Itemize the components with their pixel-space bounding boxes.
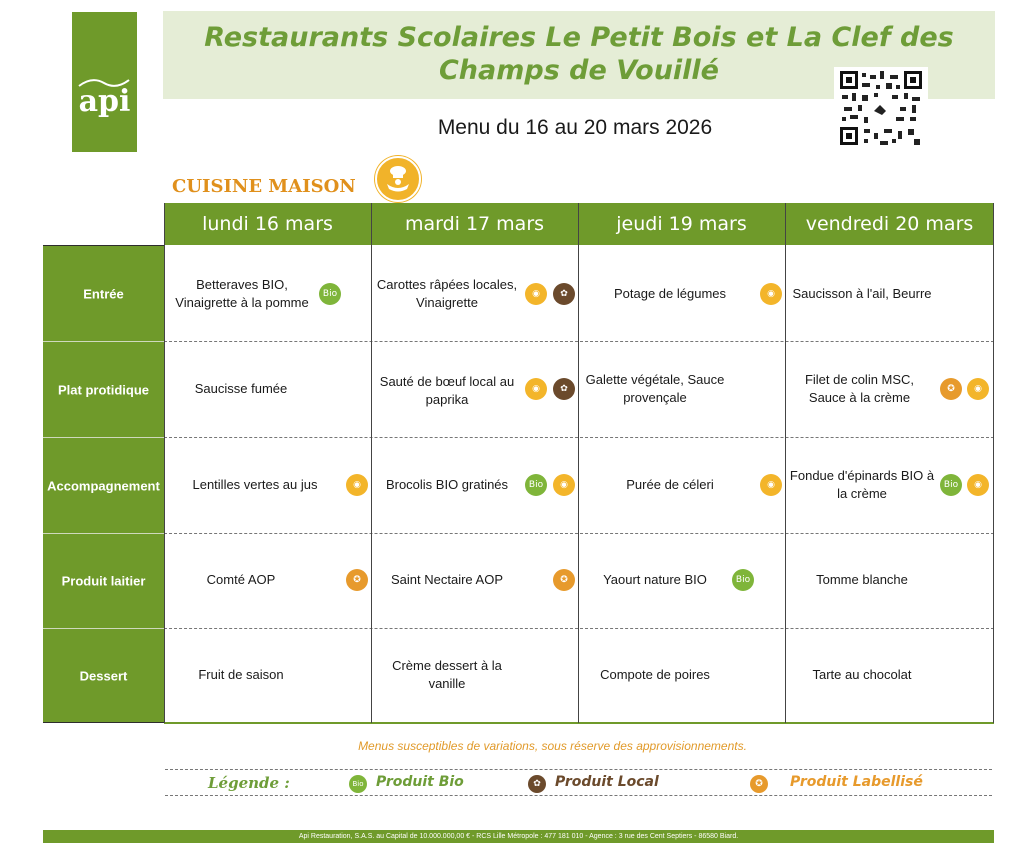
cuisine-maison-icon: ◉ [553,474,575,496]
menu-cell-lundi-laitier: Comté AOP [206,572,276,587]
local-product-icon: ✿ [553,283,575,305]
column-divider [993,203,994,723]
bio-badge-icon: Bio [319,283,341,305]
day-header-mardi: mardi 17 mars [371,203,578,245]
chef-hat-icon [375,156,421,202]
day-header-lundi: lundi 16 mars [164,203,371,245]
legend-label: Produit Labellisé [790,774,923,790]
cuisine-maison-icon: ◉ [525,378,547,400]
menu-cell-lundi-accompagnement: Lentilles vertes au jus [192,477,318,492]
bio-badge-icon: Bio [732,569,754,591]
legend-divider [165,795,992,796]
menu-cell-mardi-dessert: Crème dessert à la vanille [392,658,502,691]
cuisine-maison-icon: ◉ [760,474,782,496]
column-divider [164,203,165,723]
cuisine-maison-icon: ◉ [346,474,368,496]
legend-divider [165,769,992,770]
qr-code-icon [840,71,922,145]
api-logo [72,12,137,152]
row-divider [164,628,994,629]
table-bottom-border [164,722,994,724]
bio-badge-icon: Bio [525,474,547,496]
menu-cell-mardi-accompagnement: Brocolis BIO gratinés [385,477,509,492]
row-divider [164,341,994,342]
bio-badge-icon: Bio [349,775,367,793]
variation-note: Menus susceptibles de variations, sous réserve des approvisionnements. [358,739,747,753]
label-product-icon: ✪ [553,569,575,591]
menu-cell-vendredi-laitier: Tomme blanche [816,572,908,587]
day-header-vendredi: vendredi 20 mars [785,203,994,245]
menu-cell-vendredi-entree: Saucisson à l'ail, Beurre [792,286,932,301]
legend-bio: Produit Bio [376,774,464,790]
menu-cell-mardi-entree: Carottes râpées locales, Vinaigrette [376,277,518,310]
menu-cell-jeudi-laitier: Yaourt nature BIO [603,572,707,587]
day-header-jeudi: jeudi 19 mars [578,203,785,245]
cuisine-maison-icon: ◉ [525,283,547,305]
row-label-plat: Plat protidique [43,341,164,437]
local-product-icon: ✿ [553,378,575,400]
footer-legal: Api Restauration, S.A.S. au Capital de 10.000.000,00 € - RCS Lille Métropole : 477 181 010 - Agence : 3 rue des Cent Septiers - 86580 Biard. [43,830,994,843]
label-product-icon: ✪ [346,569,368,591]
menu-cell-lundi-plat: Saucisse fumée [194,381,288,396]
menu-cell-mardi-plat: Sauté de bœuf local au paprika [379,374,515,407]
local-product-icon: ✿ [528,775,546,793]
label-product-icon: ✪ [940,378,962,400]
bio-badge-icon: Bio [940,474,962,496]
cuisine-maison-icon: ◉ [967,378,989,400]
menu-cell-vendredi-plat: Filet de colin MSC, Sauce à la crème [804,372,915,405]
legend-title: Légende : [208,774,290,792]
row-divider [164,437,994,438]
qr-code[interactable] [834,67,928,149]
menu-cell-jeudi-plat: Galette végétale, Sauce provençale [585,372,725,405]
menu-cell-mardi-laitier: Saint Nectaire AOP [391,572,503,587]
row-label-laitier: Produit laitier [43,533,164,628]
row-label-dessert: Dessert [43,628,164,723]
row-divider [164,533,994,534]
cuisine-maison-label: CUISINE MAISON [172,176,356,197]
logo-text: api [78,84,131,119]
label-product-icon: ✪ [750,775,768,793]
cuisine-maison-icon: ◉ [760,283,782,305]
menu-cell-vendredi-accompagnement: Fondue d'épinards BIO à la crème [789,468,935,501]
menu-cell-vendredi-dessert: Tarte au chocolat [812,667,912,682]
column-divider [785,203,786,723]
menu-cell-jeudi-entree: Potage de légumes [613,286,727,301]
menu-date: Menu du 16 au 20 mars 2026 [437,116,713,139]
menu-cell-jeudi-accompagnement: Purée de céleri [626,477,714,492]
column-divider [578,203,579,723]
page-title: Restaurants Scolaires Le Petit Bois et La Clef des Champs de Vouillé [204,22,954,86]
legend-local: Produit Local [555,774,659,790]
row-label-entree: Entrée [43,245,164,341]
menu-cell-jeudi-dessert: Compote de poires [600,667,710,682]
cuisine-maison-icon: ◉ [967,474,989,496]
menu-cell-lundi-entree: Betteraves BIO, Vinaigrette à la pomme [175,277,309,310]
menu-cell-lundi-dessert: Fruit de saison [198,667,284,682]
row-label-accompagnement: Accompagnement [43,437,164,533]
